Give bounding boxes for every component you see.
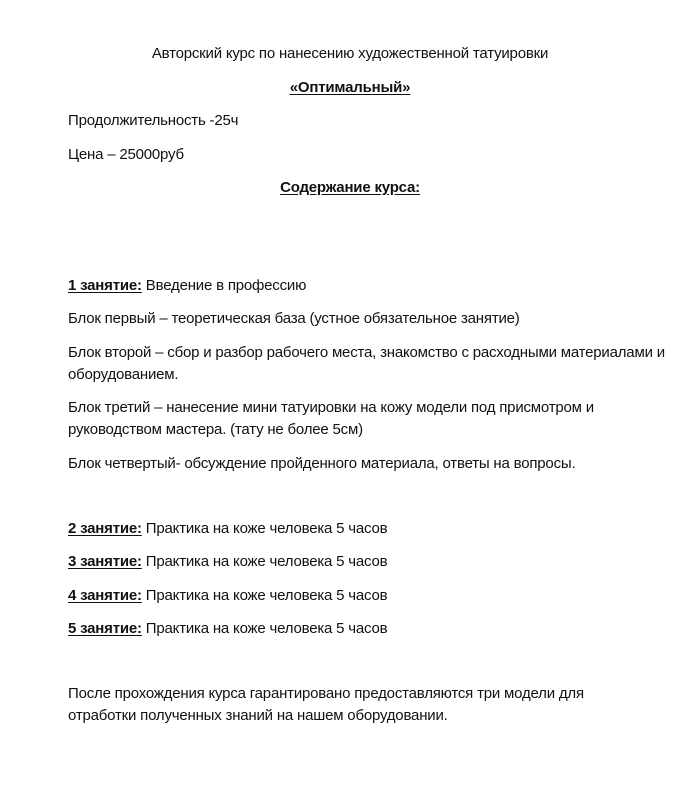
block-item: Блок четвертый- обсуждение пройденного материала, ответы на вопросы. xyxy=(68,455,576,472)
lesson-text: Практика на коже человека 5 часов xyxy=(141,620,388,637)
course-name xyxy=(0,77,700,99)
lesson-text: Практика на коже человека 5 часов xyxy=(141,520,388,537)
course-price: Цена – 25000руб xyxy=(68,146,184,163)
lesson-item xyxy=(68,551,387,573)
lesson-item xyxy=(68,618,387,640)
lesson-text: Практика на коже человека 5 часов xyxy=(141,553,388,570)
block-item: Блок второй – сбор и разбор рабочего места, знакомство с расходными материалами и оборудованием. xyxy=(68,344,665,383)
block-item: Блок первый – теоретическая база (устное обязательное занятие) xyxy=(68,310,520,327)
contents-heading xyxy=(0,177,700,199)
footer-note: После прохождения курса гарантировано предоставляются три модели для отработки полученных знаний на нашем оборудовании. xyxy=(68,685,584,724)
lesson-item xyxy=(68,518,387,540)
lesson-item xyxy=(68,275,306,297)
lesson-label: 1 занятие: xyxy=(68,277,142,294)
course-name-text: «Оптимальный» xyxy=(289,79,411,96)
lesson-text: Практика на коже человека 5 часов xyxy=(141,587,388,604)
lesson-item xyxy=(68,585,387,607)
document-title: Авторский курс по нанесению художественной татуировки xyxy=(151,45,549,62)
lesson-label: 2 занятие: xyxy=(68,520,142,537)
contents-heading-text: Содержание курса: xyxy=(280,179,420,196)
lesson-label: 4 занятие: xyxy=(68,587,142,604)
lesson-label: 3 занятие: xyxy=(68,553,142,570)
block-item: Блок третий – нанесение мини татуировки на кожу модели под присмотром и руководством мастера. (тату не более 5см) xyxy=(68,399,594,438)
course-duration: Продолжительность -25ч xyxy=(68,112,239,129)
lesson-label: 5 занятие: xyxy=(68,620,142,637)
lesson-text: Введение в профессию xyxy=(141,277,307,294)
